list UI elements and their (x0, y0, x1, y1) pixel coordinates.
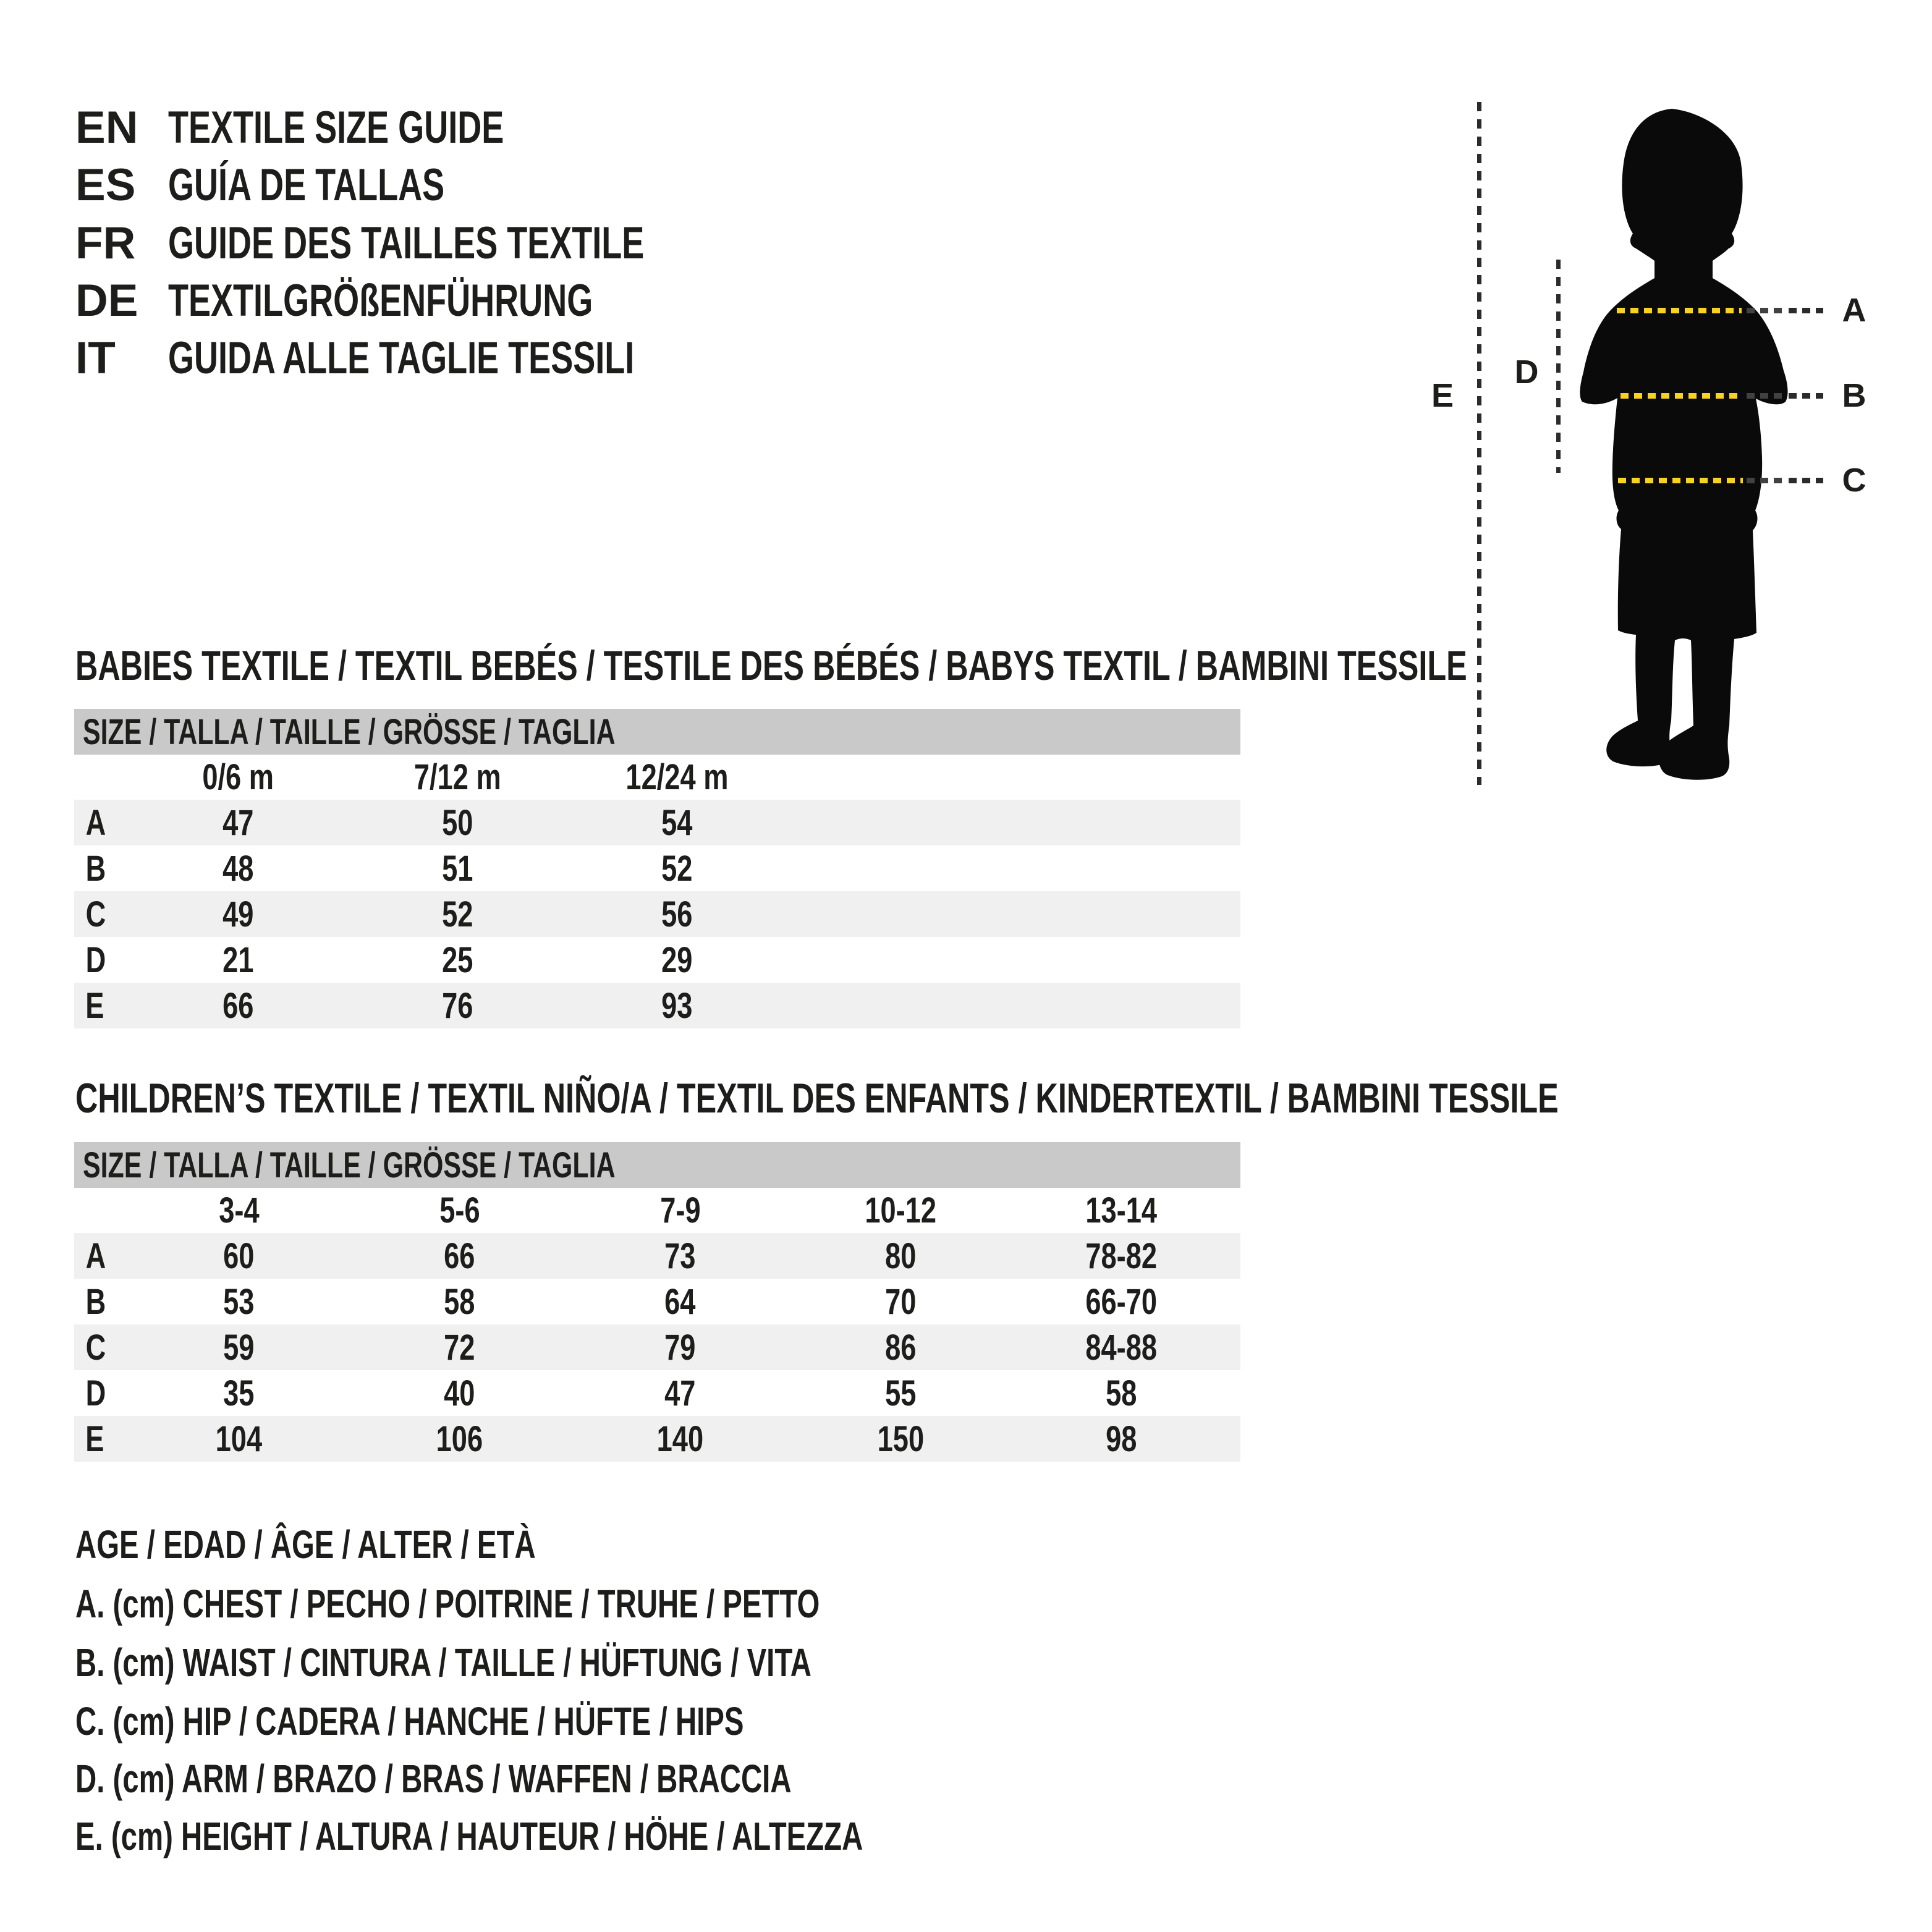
value-cell: 29 (661, 939, 693, 980)
babies-size-table (74, 709, 1240, 1028)
row-label: C (85, 894, 106, 934)
table-row-D (74, 1370, 1240, 1416)
language-title: GUIDE DES TAILLES TEXTILE (168, 218, 645, 268)
value-cell: 53 (223, 1281, 255, 1322)
children-section-heading: CHILDREN’S TEXTILE / TEXTIL NIÑO/A / TEXTIL DES ENFANTS / KINDERTEXTIL / BAMBINI TESSILE (75, 1075, 1559, 1122)
legend-waist: B. (cm) WAIST / CINTURA / TAILLE / HÜFTUNG / VITA (75, 1640, 811, 1685)
children-size-table (74, 1142, 1240, 1462)
measure-label-E: E (1431, 377, 1454, 414)
waist-measure-line-B (1621, 393, 1742, 399)
row-label: B (85, 1281, 106, 1322)
hip-measure-leader-C (1789, 478, 1823, 483)
value-cell: 58 (444, 1281, 475, 1322)
value-cell: 106 (436, 1418, 483, 1459)
value-cell: 150 (877, 1418, 925, 1459)
row-label: D (85, 1373, 106, 1413)
value-cell: 73 (664, 1235, 696, 1276)
value-cell: 47 (664, 1373, 696, 1413)
column-header: 7-9 (659, 1190, 701, 1231)
value-cell: 21 (222, 939, 254, 980)
value-cell: 70 (885, 1281, 917, 1322)
language-code: EN (75, 103, 138, 153)
value-cell: 56 (661, 894, 693, 934)
table-row-B (74, 845, 1240, 891)
measure-label-B: B (1842, 377, 1866, 414)
value-cell: 66 (444, 1235, 475, 1276)
empty-corner-cell (74, 755, 129, 800)
chest-measure-line-A-ext (1747, 308, 1785, 313)
value-cell: 140 (656, 1418, 704, 1459)
children-size-header-bar: SIZE / TALLA / TAILLE / GRÖSSE / TAGLIA (74, 1142, 1240, 1188)
value-cell: 49 (222, 894, 254, 934)
chest-measure-leader-A (1789, 308, 1823, 313)
value-cell: 25 (442, 939, 473, 980)
value-cell: 66 (222, 985, 254, 1026)
value-cell: 80 (885, 1235, 917, 1276)
value-cell: 54 (661, 802, 693, 843)
legend-chest: A. (cm) CHEST / PECHO / POITRINE / TRUHE / PETTO (75, 1582, 820, 1626)
legend-hip: C. (cm) HIP / CADERA / HANCHE / HÜFTE / HIPS (75, 1699, 744, 1743)
hip-measure-line-C-ext (1747, 478, 1785, 483)
legend-arm: D. (cm) ARM / BRAZO / BRAS / WAFFEN / BRACCIA (75, 1756, 792, 1801)
measure-label-D: D (1514, 354, 1539, 391)
column-header: 12/24 m (625, 757, 729, 797)
table-row-B (74, 1279, 1240, 1324)
row-label: E (85, 1418, 104, 1459)
value-cell: 52 (661, 848, 693, 889)
value-cell: 78-82 (1085, 1235, 1158, 1276)
value-cell: 51 (442, 848, 473, 889)
value-cell: 64 (664, 1281, 696, 1322)
language-code: ES (75, 160, 136, 210)
column-header: 13-14 (1085, 1190, 1158, 1231)
hip-measure-line-C (1618, 478, 1743, 483)
table-row-C (74, 1324, 1240, 1370)
value-cell: 58 (1106, 1373, 1137, 1413)
column-header: 5-6 (439, 1190, 480, 1231)
row-label: C (85, 1327, 106, 1368)
children-column-header-row (74, 1188, 1240, 1233)
table-row-E (74, 983, 1240, 1028)
language-title: GUÍA DE TALLAS (168, 160, 445, 210)
babies-section-heading: BABIES TEXTILE / TEXTIL BEBÉS / TESTILE DES BÉBÉS / BABYS TEXTIL / BAMBINI TESSILE (75, 642, 1467, 689)
value-cell: 59 (223, 1327, 255, 1368)
empty-corner-cell (74, 1188, 129, 1233)
waist-measure-line-B-ext (1747, 393, 1785, 399)
row-label: D (85, 939, 106, 980)
value-cell: 60 (223, 1235, 255, 1276)
legend-height: E. (cm) HEIGHT / ALTURA / HAUTEUR / HÖHE / ALTEZZA (75, 1814, 863, 1858)
value-cell: 35 (223, 1373, 255, 1413)
column-header: 7/12 m (414, 757, 501, 797)
value-cell: 52 (442, 894, 473, 934)
chest-measure-line-A (1617, 308, 1742, 313)
value-cell: 40 (444, 1373, 475, 1413)
babies-size-header-bar: SIZE / TALLA / TAILLE / GRÖSSE / TAGLIA (74, 709, 1240, 755)
value-cell: 98 (1106, 1418, 1137, 1459)
value-cell: 84-88 (1085, 1327, 1158, 1368)
language-title: GUIDA ALLE TAGLIE TESSILI (168, 333, 635, 383)
measure-label-A: A (1842, 292, 1866, 329)
row-label: A (85, 802, 106, 843)
row-label: E (85, 985, 104, 1026)
language-title: TEXTILE SIZE GUIDE (168, 103, 504, 153)
table-row-E (74, 1416, 1240, 1462)
language-code: IT (75, 333, 116, 383)
arm-measure-line-D (1556, 260, 1561, 473)
table-row-A (74, 800, 1240, 845)
waist-measure-leader-B (1789, 393, 1823, 399)
value-cell: 104 (215, 1418, 263, 1459)
measure-label-C: C (1842, 462, 1866, 499)
column-header: 0/6 m (202, 757, 274, 797)
column-header: 10-12 (865, 1190, 937, 1231)
value-cell: 76 (442, 985, 473, 1026)
language-title: TEXTILGRÖßENFÜHRUNG (168, 276, 593, 326)
row-label: B (85, 848, 106, 889)
value-cell: 50 (442, 802, 473, 843)
value-cell: 55 (885, 1373, 917, 1413)
table-row-C (74, 891, 1240, 937)
language-code: FR (75, 218, 136, 268)
value-cell: 48 (222, 848, 254, 889)
value-cell: 79 (664, 1327, 696, 1368)
value-cell: 86 (885, 1327, 917, 1368)
language-code: DE (75, 276, 138, 326)
value-cell: 66-70 (1085, 1281, 1158, 1322)
row-label: A (85, 1235, 106, 1276)
legend-age: AGE / EDAD / ÂGE / ALTER / ETÀ (75, 1522, 536, 1567)
babies-column-header-row (74, 755, 1240, 800)
table-row-D (74, 937, 1240, 983)
value-cell: 72 (444, 1327, 475, 1368)
table-row-A (74, 1233, 1240, 1279)
value-cell: 93 (661, 985, 693, 1026)
value-cell: 47 (222, 802, 254, 843)
column-header: 3-4 (218, 1190, 260, 1231)
